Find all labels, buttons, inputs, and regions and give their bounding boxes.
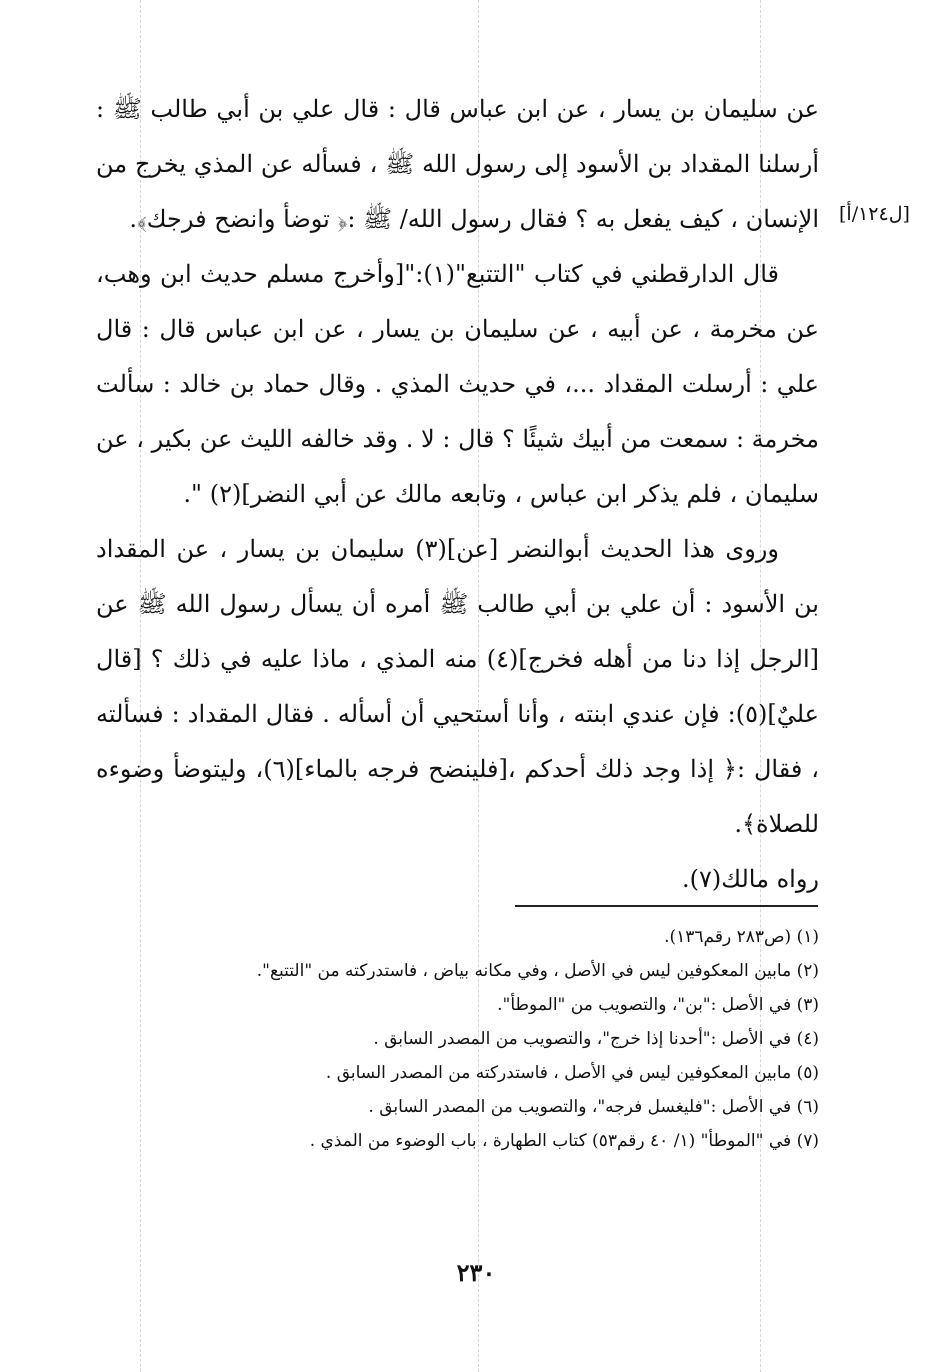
footnote-separator [515,905,818,907]
footnote: (٤) في الأصل :"أحدنا إذا خرج"، والتصويب من المصدر السابق . [373,1029,819,1049]
page-number: ٢٣٠ [456,1258,496,1287]
footnote: (٧) في "الموطأ" (١/ ٤٠ رقم٥٣) كتاب الطهارة ، باب الوضوء من المذي . [309,1131,819,1151]
footnotes [96,920,819,1158]
footnote: (٢) مابين المعكوفين ليس في الأصل ، وفي مكانه بياض ، فاستدركته من "التتبع". [256,961,819,981]
paragraph: عن سليمان بن يسار ، عن ابن عباس قال : قال علي بن أبي طالب ﷺ : أرسلنا المقداد بن الأسود إلى رسول الله ﷺ ، فسأله عن المذي يخرج من الإنسان ، كيف يفعل به ؟ فقال رسول الله/ ﷺ :﴿ توضأ وانضح فرجك﴾. [96,95,819,233]
footnote: (٦) في الأصل :"فليغسل فرجه"، والتصويب من المصدر السابق . [368,1097,819,1117]
main-text [96,82,819,907]
paragraph: وروى هذا الحديث أبوالنضر [عن](٣) سليمان بن يسار ، عن المقداد بن الأسود : أن علي بن أبي طالب ﷺ أمره أن يسأل رسول الله ﷺ عن [الرجل إذا دنا من أهله فخرج](٤) منه المذي ، ماذا عليه في ذلك ؟ [قال عليٌ](٥): فإن عندي ابنته ، وأنا أستحيي أن أسأله . فقال المقداد : فسألته ، فقال :﴿ إذا وجد ذلك أحدكم ،[فلينضح فرجه بالماء](٦)، وليتوضأ وضوءه للصلاة﴾. [96,535,819,838]
manuscript-folio-reference: [ل١٢٤/أ] [839,203,910,225]
paragraph: رواه مالك(٧). [681,865,819,893]
footnote: (١) (ص٢٨٣ رقم١٣٦). [664,927,819,947]
footnote: (٣) في الأصل :"بن"، والتصويب من "الموطأ". [497,995,819,1015]
paragraph: قال الدارقطني في كتاب "التتبع"(١):"[وأخرج مسلم حديث ابن وهب، عن مخرمة ، عن أبيه ، عن سليمان بن يسار ، عن ابن عباس قال : قال علي : أرسلت المقداد ...، في حديث المذي . وقال حماد بن خالد : سألت مخرمة : سمعت من أبيك شيئًا ؟ قال : لا . وقد خالفه الليث عن بكير ، عن سليمان ، فلم يذكر ابن عباس ، وتابعه مالك عن أبي النضر](٢) ". [96,260,819,508]
footnote: (٥) مابين المعكوفين ليس في الأصل ، فاستدركته من المصدر السابق . [325,1063,819,1083]
